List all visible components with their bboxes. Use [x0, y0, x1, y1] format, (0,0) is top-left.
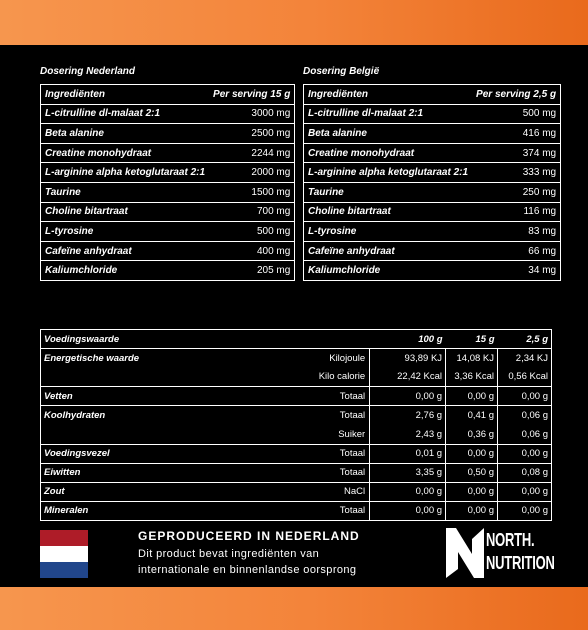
ingredient-amount: 250 mg: [472, 182, 561, 202]
ingredient-name: Kaliumchloride: [45, 265, 118, 277]
north-nutrition-logo: [446, 528, 558, 578]
nutrient-unit: Totaal: [245, 406, 370, 425]
ingredient-name: L-citrulline dl-malaat 2:1: [304, 104, 473, 124]
value-2-5g: 0,56 Kcal: [498, 368, 552, 387]
value-100g: 0,00 g: [370, 387, 446, 406]
nutrient-unit: Suiker: [245, 425, 370, 444]
logo-text-north: NORTH.: [486, 530, 535, 550]
ingredient-name: Kaliumchloride: [308, 265, 381, 277]
ingredient-amount: 400 mg: [209, 241, 295, 261]
ingredient-amount: 500 mg: [472, 104, 561, 124]
nutrient-name: Mineralen: [44, 505, 89, 517]
nutrient-unit: Totaal: [245, 501, 370, 520]
ingredient-amount: 2500 mg: [209, 124, 295, 144]
nutrition-header-100g: 100 g: [370, 330, 446, 349]
value-15g: 3,36 Kcal: [446, 368, 498, 387]
ingredient-amount: 205 mg: [256, 265, 291, 277]
header-ingredients: Ingrediënten: [304, 85, 473, 105]
table-row: [41, 406, 552, 425]
ingredient-amount: 66 mg: [472, 241, 561, 261]
ingredient-name: L-arginine alpha ketoglutaraat 2:1: [304, 163, 473, 183]
ingredient-amount: 34 mg: [528, 265, 557, 277]
logo-text-nutrition: NUTRITION: [486, 553, 555, 573]
value-15g: 0,00 g: [446, 501, 498, 520]
value-100g: 0,01 g: [370, 444, 446, 463]
ingredient-name: Cafeïne anhydraat: [304, 241, 473, 261]
ingredient-amount: 2000 mg: [209, 163, 295, 183]
table-row: [41, 124, 295, 144]
nutrient-name: Energetische waarde: [44, 352, 140, 364]
table-row: [41, 349, 552, 368]
nutrient-unit: NaCl: [245, 482, 370, 501]
value-100g: 3,35 g: [370, 463, 446, 482]
table-row: [41, 182, 295, 202]
table-row: [41, 368, 552, 387]
dosering-nederland-title: Dosering Nederland: [40, 66, 136, 77]
ingredient-amount: 83 mg: [472, 222, 561, 242]
value-2-5g: 0,06 g: [521, 410, 548, 422]
table-row: [304, 143, 561, 163]
produced-title: GEPRODUCEERD IN NEDERLAND: [138, 529, 360, 543]
ingredient-name: L-arginine alpha ketoglutaraat 2:1: [41, 163, 210, 183]
value-100g: 0,00 g: [370, 482, 446, 501]
value-2-5g: 0,00 g: [521, 505, 548, 517]
table-row: [304, 241, 561, 261]
nutrient-name: Zout: [41, 482, 246, 501]
table-row: [41, 241, 295, 261]
table-row: [41, 501, 552, 520]
origin-line-2: internationale en binnenlandse oorsprong: [138, 564, 357, 576]
table-row: [304, 163, 561, 183]
table-row: [41, 163, 295, 183]
table-row: [41, 222, 295, 242]
table-row: [41, 387, 552, 406]
ingredient-name: L-citrulline dl-malaat 2:1: [41, 104, 210, 124]
nutrient-unit: Kilojoule: [245, 349, 370, 368]
nutrient-unit: Totaal: [245, 387, 370, 406]
nutrient-unit: Totaal: [245, 463, 370, 482]
ingredient-amount: 2244 mg: [209, 143, 295, 163]
value-100g: 0,00 g: [370, 501, 446, 520]
nutrient-name: Koolhydraten: [44, 410, 106, 422]
table-row: [41, 463, 552, 482]
table-header-row: [41, 85, 295, 105]
header-ingredients: Ingrediënten: [41, 85, 210, 105]
ingredient-name: Cafeïne anhydraat: [41, 241, 210, 261]
dosering-belgie-table: [303, 84, 561, 281]
nutrition-header-row: [41, 330, 552, 349]
voedingswaarde-table: [40, 329, 552, 521]
table-row: [304, 222, 561, 242]
ingredient-amount: 3000 mg: [209, 104, 295, 124]
table-row: [304, 124, 561, 144]
nutrition-header-label: Voedingswaarde: [41, 330, 246, 349]
flag-white-stripe: [40, 546, 88, 562]
value-2-5g: 2,34 KJ: [515, 352, 548, 364]
ingredient-amount: 700 mg: [209, 202, 295, 222]
table-row: [41, 482, 552, 501]
flag-blue-stripe: [40, 562, 88, 578]
value-15g: 0,00 g: [446, 387, 498, 406]
nutrient-name: [41, 425, 246, 444]
bottom-orange-band: [0, 587, 588, 630]
value-2-5g: 0,08 g: [498, 463, 552, 482]
ingredient-name: Choline bitartraat: [304, 202, 473, 222]
value-2-5g: 0,00 g: [498, 444, 552, 463]
ingredient-name: Taurine: [41, 182, 210, 202]
nutrient-name: Voedingsvezel: [41, 444, 246, 463]
netherlands-flag-icon: [40, 530, 88, 578]
value-100g: 2,76 g: [370, 406, 446, 425]
top-orange-band: [0, 0, 588, 45]
origin-line-1: Dit product bevat ingrediënten van: [138, 548, 320, 560]
value-15g: 0,50 g: [446, 463, 498, 482]
nutrition-header-15g: 15 g: [446, 330, 498, 349]
ingredient-amount: 333 mg: [472, 163, 561, 183]
nutrient-unit: Totaal: [245, 444, 370, 463]
table-row: [304, 261, 561, 281]
table-row: [41, 425, 552, 444]
nutrient-unit: Kilo calorie: [245, 368, 370, 387]
table-row: [304, 182, 561, 202]
nutrition-header-2-5g: 2,5 g: [498, 330, 552, 349]
north-nutrition-logo-icon: [446, 528, 484, 578]
value-15g: 0,41 g: [446, 406, 498, 425]
value-2-5g: 0,06 g: [498, 425, 552, 444]
value-15g: 0,00 g: [446, 444, 498, 463]
header-per-serving: Per serving 2,5 g: [472, 85, 561, 105]
value-2-5g: 0,00 g: [498, 482, 552, 501]
header-per-serving: Per serving 15 g: [209, 85, 295, 105]
ingredient-amount: 1500 mg: [209, 182, 295, 202]
ingredient-name: L-tyrosine: [41, 222, 210, 242]
dosering-nederland-table: [40, 84, 295, 281]
ingredient-amount: 374 mg: [472, 143, 561, 163]
table-row: [304, 104, 561, 124]
ingredient-name: Taurine: [304, 182, 473, 202]
ingredient-name: Beta alanine: [41, 124, 210, 144]
value-2-5g: 0,00 g: [498, 387, 552, 406]
table-row: [41, 104, 295, 124]
ingredient-name: Choline bitartraat: [41, 202, 210, 222]
table-row: [41, 261, 295, 281]
table-row: [41, 444, 552, 463]
value-100g: 93,89 KJ: [370, 349, 446, 368]
value-100g: 22,42 Kcal: [370, 368, 446, 387]
flag-red-stripe: [40, 530, 88, 546]
nutrient-name: Eiwitten: [41, 463, 246, 482]
dosering-belgie-title: Dosering België: [303, 66, 380, 77]
value-15g: 0,36 g: [446, 425, 498, 444]
table-header-row: [304, 85, 561, 105]
ingredient-amount: 116 mg: [472, 202, 561, 222]
ingredient-amount: 500 mg: [209, 222, 295, 242]
table-row: [304, 202, 561, 222]
ingredient-name: L-tyrosine: [304, 222, 473, 242]
table-row: [41, 202, 295, 222]
ingredient-amount: 416 mg: [472, 124, 561, 144]
ingredient-name: Creatine monohydraat: [41, 143, 210, 163]
value-15g: 14,08 KJ: [446, 349, 498, 368]
nutrition-header-unit: [245, 330, 370, 349]
nutrient-name: [41, 368, 246, 387]
ingredient-name: Beta alanine: [304, 124, 473, 144]
value-100g: 2,43 g: [370, 425, 446, 444]
value-15g: 0,00 g: [446, 482, 498, 501]
table-row: [41, 143, 295, 163]
ingredient-name: Creatine monohydraat: [304, 143, 473, 163]
nutrient-name: Vetten: [41, 387, 246, 406]
